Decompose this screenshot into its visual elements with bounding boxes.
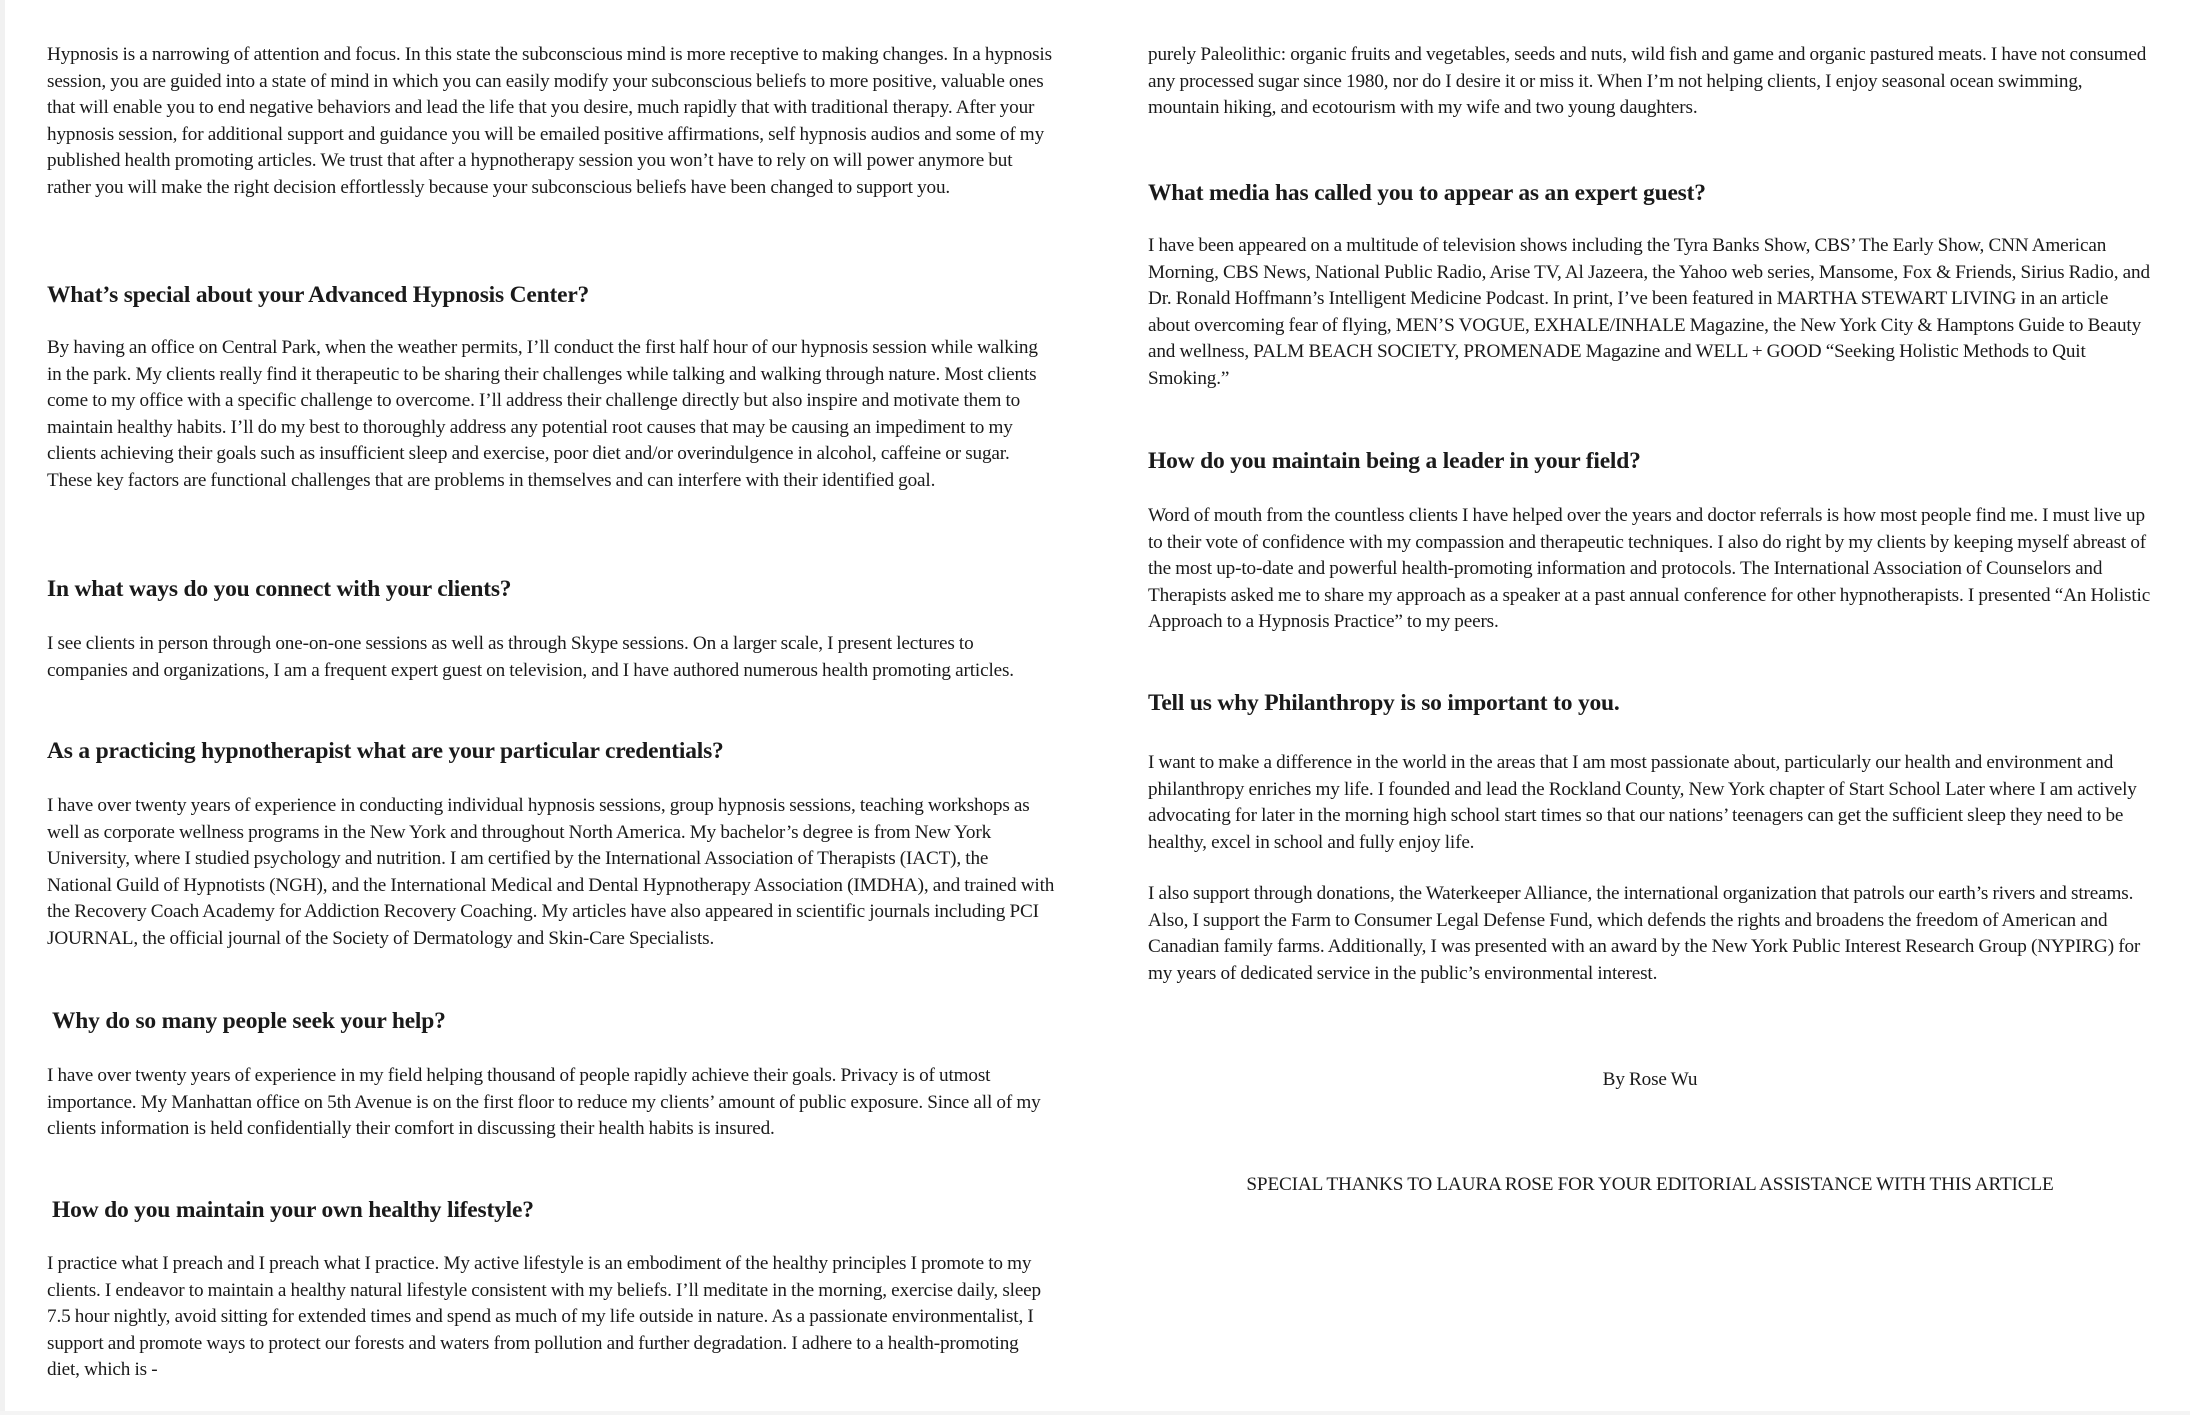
section-heading-seek-help: Why do so many people seek your help?	[52, 1008, 446, 1034]
byline: By Rose Wu	[1602, 1069, 1698, 1090]
section-body-philanthropy: I want to make a difference in the world in the areas that I am most passionate about, particularly our health and environment and philanthropy enriches my life. I founded and lead the Rockland County, New York chapter of Start School Later where I am actively advocating for later in the morning high school start times so that our nations’ teenagers can get the sufficient sleep they need to be healthy, excel in school and fully enjoy life.	[1148, 752, 2137, 853]
section-body-connect-clients: I see clients in person through one-on-one sessions as well as through Skype sessions. On a larger scale, I present lectures to companies and organizations, I am a frequent expert guest on television, and I have authored numerous health promoting articles.	[47, 633, 1014, 681]
section-heading-media: What media has called you to appear as an expert guest?	[1148, 180, 1706, 206]
section-body-media-part1: I have been appeared on a multitude of television shows including the Tyra Banks Show, CBS’ The Early Show, CNN American Morning, CBS News, National Public Radio, Arise TV, Al Jazeera, the Yahoo web series, Mansome, Fox & Friends, Sirius Radio, and	[1148, 235, 2150, 283]
section-body-philanthropy-donations: I also support through donations, the Waterkeeper Alliance, the international organization that patrols our earth’s rivers and streams. Also, I support the Farm to Consumer Legal Defense Fund, which defends the rights and broadens the freedom of American and Canadian family farms. Additionally, I was presented with an award by the New York Public Interest Research Group (NYPIRG) for my years of dedicated service in the public’s environmental interest.	[1148, 883, 2141, 984]
section-body-credentials: I have over twenty years of experience in conducting individual hypnosis sessions, group hypnosis sessions, teaching workshops as well as corporate wellness programs in the New York and throughout North America. My bachelor’s degree is from New York University, where I studied psychology and nutrition. I am certified by the International Association of Therapists (IACT), the National Guild of Hypnotists (NGH), and the International Medical and Dental Hypnotherapy Association (IMDHA), and trained with the Recovery Coach Academy for Addiction Recovery Coaching. My articles have also appeared in scientific journals including PCI JOURNAL, the official journal of the Society of Dermatology and Skin-Care Specialists.	[47, 795, 1055, 949]
section-heading-credentials: As a practicing hypnotherapist what are your particular credentials?	[47, 738, 724, 764]
special-thanks: SPECIAL THANKS TO LAURA ROSE FOR YOUR EDITORIAL ASSISTANCE WITH THIS ARTICLE	[1246, 1174, 2054, 1195]
section-heading-leader: How do you maintain being a leader in your field?	[1148, 448, 1641, 474]
section-heading-special-center: What’s special about your Advanced Hypnosis Center?	[47, 282, 590, 308]
section-heading-connect-clients: In what ways do you connect with your clients?	[47, 576, 512, 602]
section-body-special-center: By having an office on Central Park, when the weather permits, I’ll conduct the first half hour of our hypnosis session while walking in the park. My clients really find it therapeutic to be sharing their challenges while talking and walking through nature. Most clients come to my office with a specific challenge to overcome. I’ll address their challenge directly but also inspire and motivate them to maintain healthy habits. I’ll do my best to thoroughly address any potential root causes that may be causing an impediment to my clients achieving their goals such as insufficient sleep and exercise, poor diet and/or overindulgence in alcohol, caffeine or sugar. These key factors are functional challenges that are problems in themselves and can interfere with their identified goal.	[47, 337, 1038, 491]
section-body-leader: Word of mouth from the countless clients I have helped over the years and doctor referrals is how most people find me. I must live up to their vote of confidence with my compassion and therapeutic techniques. I also do right by my clients by keeping myself abreast of the most up-to-date and powerful health-promoting information and protocols. The International Association of Counselors and Therapists asked me to share my approach as a speaker at a past annual conference for other hypnotherapists. I presented “An Holistic Approach to a Hypnosis Practice” to my peers.	[1148, 505, 2151, 633]
section-body-seek-help: I have over twenty years of experience in my field helping thousand of people rapidly achieve their goals. Privacy is of utmost importance. My Manhattan office on 5th Avenue is on the first floor to reduce my clients’ amount of public exposure. Since all of my clients information is held confidentially their comfort in discussing their health habits is insured.	[47, 1065, 1041, 1140]
section-body-media	[1148, 233, 2152, 393]
section-heading-philanthropy: Tell us why Philanthropy is so important to you.	[1148, 690, 1620, 716]
section-body-media-part2: Dr. Ronald Hoffmann’s Intelligent Medicine Podcast. In print, I’ve been featured in MARTHA STEWART LIVING in an article about overcoming fear of flying, MEN’S VOGUE, EXHALE/INHALE Magazine, the New York City & Hamptons Guide to Beauty and wellness, PALM BEACH SOCIETY, PROMENADE Magazine and WELL + GOOD “Seeking Holistic Methods to Quit Smoking.”	[1148, 288, 2142, 389]
continuation-paragraph: purely Paleolithic: organic fruits and vegetables, seeds and nuts, wild fish and game and organic pastured meats. I have not consumed any processed sugar since 1980, nor do I desire it or miss it. When I’m not helping clients, I enjoy seasonal ocean swimming, mountain hiking, and ecotourism with my wife and two young daughters.	[1148, 44, 2147, 119]
page-edge-shadow	[0, 0, 5, 1415]
section-heading-healthy-lifestyle: How do you maintain your own healthy lifestyle?	[52, 1197, 534, 1223]
section-body-healthy-lifestyle: I practice what I preach and I preach what I practice. My active lifestyle is an embodiment of the healthy principles I promote to my clients. I endeavor to maintain a healthy natural lifestyle consistent with my beliefs. I’ll meditate in the morning, exercise daily, sleep 7.5 hour nightly, avoid sitting for extended times and spend as much of my life outside in nature. As a passionate environmentalist, I support and promote ways to protect our forests and waters from pollution and further degradation. I adhere to a health-promoting diet, which is -	[47, 1253, 1041, 1381]
page-bottom-edge	[0, 1411, 2190, 1415]
intro-paragraph: Hypnosis is a narrowing of attention and focus. In this state the subconscious mind is more receptive to making changes. In a hypnosis session, you are guided into a state of mind in which you can easily modify your subconscious beliefs to more positive, valuable ones that will enable you to end negative behaviors and lead the life that you desire, much rapidly that with traditional therapy. After your hypnosis session, for additional support and guidance you will be emailed positive affirmations, self hypnosis audios and some of my published health promoting articles. We trust that after a hypnotherapy session you won’t have to rely on will power anymore but rather you will make the right decision effortlessly because your subconscious beliefs have been changed to support you.	[47, 44, 1052, 198]
